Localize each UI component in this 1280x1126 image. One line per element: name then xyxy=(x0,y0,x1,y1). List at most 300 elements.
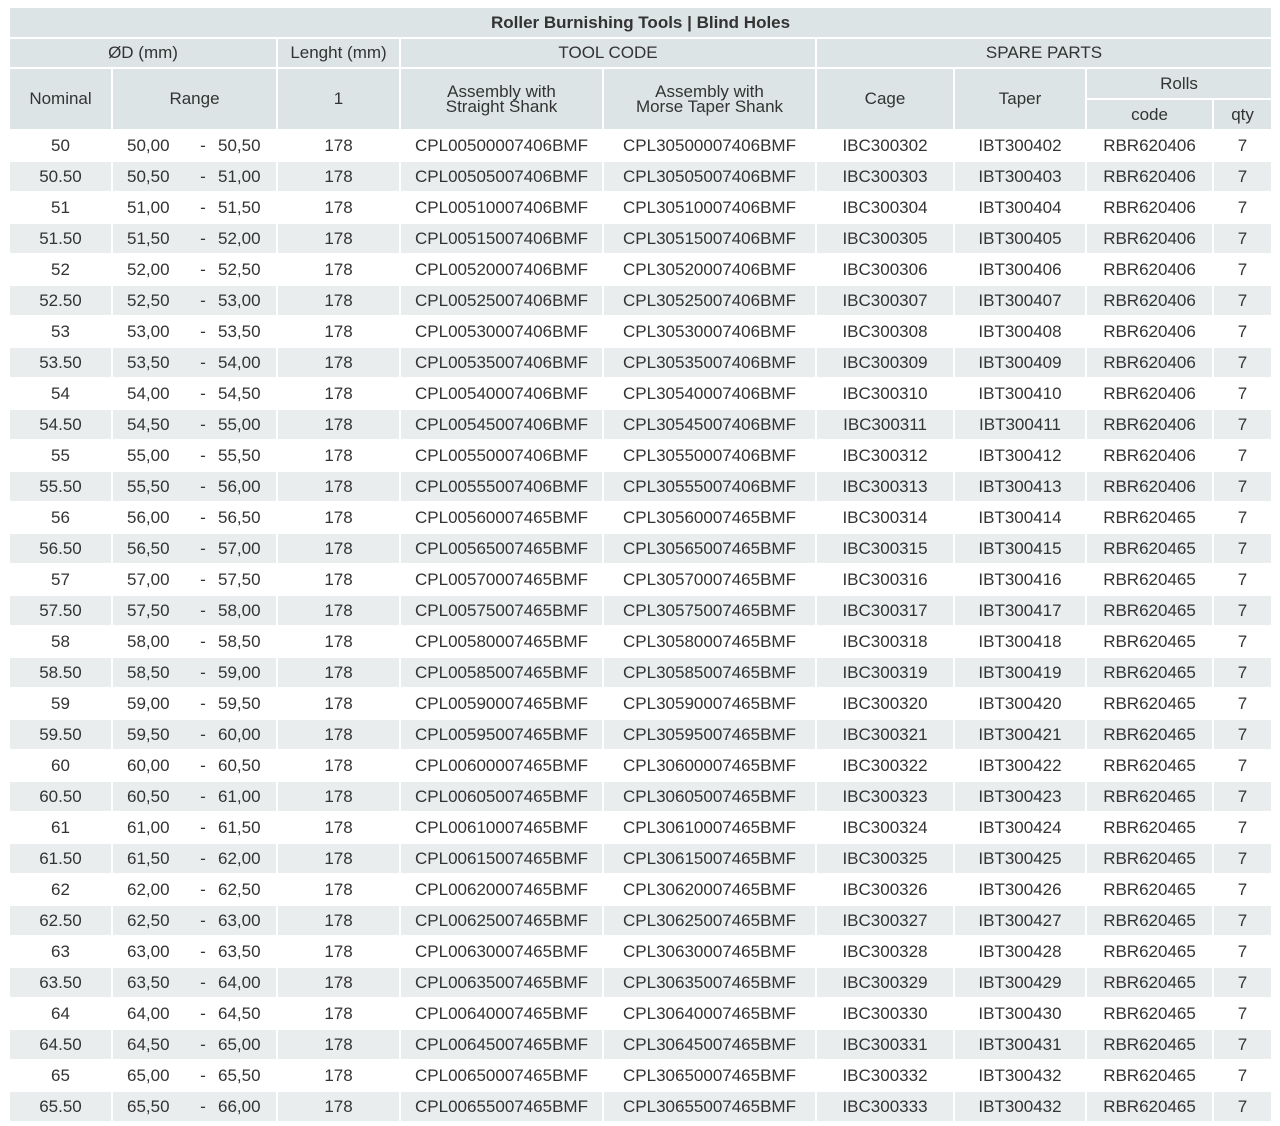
cell-range-from: 61,50 xyxy=(112,843,194,874)
cell-rolls-qty: 7 xyxy=(1213,192,1271,223)
cell-taper: IBT300413 xyxy=(954,471,1086,502)
cell-straight-shank-code: CPL00530007406BMF xyxy=(400,316,603,347)
cell-range-from: 65,00 xyxy=(112,1060,194,1091)
cell-rolls-code: RBR620406 xyxy=(1086,285,1213,316)
table-row xyxy=(10,409,1271,440)
cell-rolls-qty: 7 xyxy=(1213,347,1271,378)
cell-straight-shank-code: CPL00560007465BMF xyxy=(400,502,603,533)
cell-range-separator: - xyxy=(194,688,212,719)
cell-taper: IBT300411 xyxy=(954,409,1086,440)
cell-taper: IBT300418 xyxy=(954,626,1086,657)
cell-range-to: 54,00 xyxy=(212,347,277,378)
cell-morse-taper-shank-code: CPL30520007406BMF xyxy=(603,254,816,285)
cell-rolls-qty: 7 xyxy=(1213,998,1271,1029)
cell-range-from: 53,50 xyxy=(112,347,194,378)
cell-taper: IBT300416 xyxy=(954,564,1086,595)
table-row xyxy=(10,564,1271,595)
cell-rolls-qty: 7 xyxy=(1213,1060,1271,1091)
cell-range-to: 63,50 xyxy=(212,936,277,967)
cell-length: 178 xyxy=(277,533,400,564)
cell-morse-taper-shank-code: CPL30555007406BMF xyxy=(603,471,816,502)
cell-length: 178 xyxy=(277,564,400,595)
cell-range-separator: - xyxy=(194,657,212,688)
cell-straight-shank-code: CPL00645007465BMF xyxy=(400,1029,603,1060)
cell-morse-taper-shank-code: CPL30640007465BMF xyxy=(603,998,816,1029)
cell-length: 178 xyxy=(277,1029,400,1060)
cell-range-separator: - xyxy=(194,316,212,347)
cell-cage: IBC300304 xyxy=(816,192,954,223)
cell-rolls-code: RBR620465 xyxy=(1086,1091,1213,1122)
cell-range-separator: - xyxy=(194,719,212,750)
cell-range-from: 52,00 xyxy=(112,254,194,285)
cell-range-from: 64,50 xyxy=(112,1029,194,1060)
cell-rolls-code: RBR620465 xyxy=(1086,843,1213,874)
cell-straight-shank-code: CPL00575007465BMF xyxy=(400,595,603,626)
cell-range-from: 53,00 xyxy=(112,316,194,347)
cell-range-to: 51,50 xyxy=(212,192,277,223)
table-row xyxy=(10,378,1271,409)
cell-rolls-qty: 7 xyxy=(1213,626,1271,657)
cell-nominal: 58.50 xyxy=(10,657,112,688)
cell-length: 178 xyxy=(277,161,400,192)
cell-rolls-qty: 7 xyxy=(1213,161,1271,192)
cell-straight-shank-code: CPL00630007465BMF xyxy=(400,936,603,967)
header-rolls: Rolls xyxy=(1086,68,1271,99)
cell-nominal: 63 xyxy=(10,936,112,967)
cell-range-from: 50,00 xyxy=(112,130,194,161)
cell-length: 178 xyxy=(277,223,400,254)
table-row xyxy=(10,874,1271,905)
header-straight-shank-line1: Assembly with xyxy=(447,82,556,101)
cell-rolls-code: RBR620465 xyxy=(1086,564,1213,595)
table-row xyxy=(10,192,1271,223)
cell-range-to: 58,50 xyxy=(212,626,277,657)
cell-length: 178 xyxy=(277,347,400,378)
cell-length: 178 xyxy=(277,254,400,285)
cell-rolls-qty: 7 xyxy=(1213,440,1271,471)
cell-range-from: 63,00 xyxy=(112,936,194,967)
cell-range-from: 54,00 xyxy=(112,378,194,409)
cell-straight-shank-code: CPL00590007465BMF xyxy=(400,688,603,719)
cell-length: 178 xyxy=(277,874,400,905)
cell-morse-taper-shank-code: CPL30570007465BMF xyxy=(603,564,816,595)
cell-nominal: 57.50 xyxy=(10,595,112,626)
cell-straight-shank-code: CPL00580007465BMF xyxy=(400,626,603,657)
header-morse-taper-shank-line1: Assembly with xyxy=(655,82,764,101)
cell-range-separator: - xyxy=(194,936,212,967)
table-row xyxy=(10,812,1271,843)
cell-cage: IBC300328 xyxy=(816,936,954,967)
table-row xyxy=(10,316,1271,347)
cell-nominal: 55.50 xyxy=(10,471,112,502)
cell-taper: IBT300432 xyxy=(954,1060,1086,1091)
cell-morse-taper-shank-code: CPL30635007465BMF xyxy=(603,967,816,998)
cell-straight-shank-code: CPL00605007465BMF xyxy=(400,781,603,812)
table-row xyxy=(10,781,1271,812)
cell-morse-taper-shank-code: CPL30560007465BMF xyxy=(603,502,816,533)
cell-taper: IBT300408 xyxy=(954,316,1086,347)
cell-rolls-code: RBR620406 xyxy=(1086,440,1213,471)
cell-range-from: 56,50 xyxy=(112,533,194,564)
cell-rolls-qty: 7 xyxy=(1213,409,1271,440)
cell-rolls-code: RBR620406 xyxy=(1086,316,1213,347)
cell-range-separator: - xyxy=(194,1029,212,1060)
cell-rolls-code: RBR620465 xyxy=(1086,595,1213,626)
cell-nominal: 51.50 xyxy=(10,223,112,254)
header-straight-shank-line2: Straight Shank xyxy=(445,97,558,116)
table-body xyxy=(10,130,1271,1122)
cell-length: 178 xyxy=(277,1091,400,1122)
cell-rolls-qty: 7 xyxy=(1213,688,1271,719)
table-row xyxy=(10,1029,1271,1060)
cell-range-to: 57,50 xyxy=(212,564,277,595)
cell-taper: IBT300417 xyxy=(954,595,1086,626)
cell-cage: IBC300331 xyxy=(816,1029,954,1060)
cell-range-to: 60,00 xyxy=(212,719,277,750)
table-row xyxy=(10,254,1271,285)
cell-range-from: 51,50 xyxy=(112,223,194,254)
table-row xyxy=(10,905,1271,936)
cell-rolls-qty: 7 xyxy=(1213,967,1271,998)
cell-nominal: 56.50 xyxy=(10,533,112,564)
cell-range-to: 64,50 xyxy=(212,998,277,1029)
cell-range-to: 64,00 xyxy=(212,967,277,998)
cell-range-to: 55,00 xyxy=(212,409,277,440)
cell-length: 178 xyxy=(277,998,400,1029)
cell-rolls-code: RBR620465 xyxy=(1086,688,1213,719)
cell-straight-shank-code: CPL00565007465BMF xyxy=(400,533,603,564)
cell-range-from: 65,50 xyxy=(112,1091,194,1122)
table-row xyxy=(10,533,1271,564)
table-row xyxy=(10,688,1271,719)
cell-rolls-code: RBR620465 xyxy=(1086,1060,1213,1091)
cell-cage: IBC300314 xyxy=(816,502,954,533)
cell-range-to: 63,00 xyxy=(212,905,277,936)
cell-length: 178 xyxy=(277,781,400,812)
cell-morse-taper-shank-code: CPL30545007406BMF xyxy=(603,409,816,440)
cell-rolls-qty: 7 xyxy=(1213,564,1271,595)
cell-range-from: 52,50 xyxy=(112,285,194,316)
cell-nominal: 59 xyxy=(10,688,112,719)
cell-range-separator: - xyxy=(194,812,212,843)
cell-rolls-code: RBR620406 xyxy=(1086,471,1213,502)
cell-range-separator: - xyxy=(194,409,212,440)
cell-taper: IBT300420 xyxy=(954,688,1086,719)
cell-taper: IBT300432 xyxy=(954,1091,1086,1122)
cell-range-from: 57,00 xyxy=(112,564,194,595)
cell-range-to: 66,00 xyxy=(212,1091,277,1122)
header-cage: Cage xyxy=(816,68,954,130)
cell-range-to: 52,00 xyxy=(212,223,277,254)
cell-nominal: 53.50 xyxy=(10,347,112,378)
cell-morse-taper-shank-code: CPL30510007406BMF xyxy=(603,192,816,223)
cell-range-separator: - xyxy=(194,750,212,781)
cell-rolls-code: RBR620406 xyxy=(1086,130,1213,161)
cell-rolls-qty: 7 xyxy=(1213,1029,1271,1060)
cell-range-from: 63,50 xyxy=(112,967,194,998)
cell-taper: IBT300403 xyxy=(954,161,1086,192)
cell-taper: IBT300428 xyxy=(954,936,1086,967)
cell-morse-taper-shank-code: CPL30625007465BMF xyxy=(603,905,816,936)
cell-rolls-qty: 7 xyxy=(1213,905,1271,936)
cell-straight-shank-code: CPL00510007406BMF xyxy=(400,192,603,223)
cell-range-from: 56,00 xyxy=(112,502,194,533)
cell-range-from: 62,50 xyxy=(112,905,194,936)
header-rolls-qty: qty xyxy=(1213,99,1271,130)
header-spare-parts: SPARE PARTS xyxy=(816,38,1271,68)
cell-straight-shank-code: CPL00610007465BMF xyxy=(400,812,603,843)
cell-length: 178 xyxy=(277,750,400,781)
cell-nominal: 50 xyxy=(10,130,112,161)
cell-cage: IBC300305 xyxy=(816,223,954,254)
cell-straight-shank-code: CPL00505007406BMF xyxy=(400,161,603,192)
cell-range-separator: - xyxy=(194,595,212,626)
cell-length: 178 xyxy=(277,967,400,998)
cell-range-separator: - xyxy=(194,781,212,812)
cell-length: 178 xyxy=(277,192,400,223)
cell-range-separator: - xyxy=(194,254,212,285)
cell-nominal: 56 xyxy=(10,502,112,533)
cell-morse-taper-shank-code: CPL30645007465BMF xyxy=(603,1029,816,1060)
cell-nominal: 62 xyxy=(10,874,112,905)
cell-length: 178 xyxy=(277,843,400,874)
cell-morse-taper-shank-code: CPL30620007465BMF xyxy=(603,874,816,905)
cell-length: 178 xyxy=(277,316,400,347)
cell-straight-shank-code: CPL00585007465BMF xyxy=(400,657,603,688)
cell-cage: IBC300313 xyxy=(816,471,954,502)
cell-straight-shank-code: CPL00520007406BMF xyxy=(400,254,603,285)
cell-range-to: 54,50 xyxy=(212,378,277,409)
cell-straight-shank-code: CPL00515007406BMF xyxy=(400,223,603,254)
table-row xyxy=(10,1091,1271,1122)
cell-rolls-qty: 7 xyxy=(1213,812,1271,843)
cell-range-from: 60,00 xyxy=(112,750,194,781)
cell-range-to: 61,00 xyxy=(212,781,277,812)
cell-range-separator: - xyxy=(194,874,212,905)
cell-range-from: 60,50 xyxy=(112,781,194,812)
cell-cage: IBC300302 xyxy=(816,130,954,161)
cell-range-to: 55,50 xyxy=(212,440,277,471)
cell-cage: IBC300325 xyxy=(816,843,954,874)
header-morse-taper-shank xyxy=(603,68,816,130)
cell-rolls-code: RBR620465 xyxy=(1086,626,1213,657)
cell-straight-shank-code: CPL00550007406BMF xyxy=(400,440,603,471)
cell-morse-taper-shank-code: CPL30575007465BMF xyxy=(603,595,816,626)
table-row xyxy=(10,502,1271,533)
cell-straight-shank-code: CPL00640007465BMF xyxy=(400,998,603,1029)
cell-rolls-code: RBR620406 xyxy=(1086,254,1213,285)
cell-cage: IBC300326 xyxy=(816,874,954,905)
table-row xyxy=(10,1060,1271,1091)
cell-nominal: 51 xyxy=(10,192,112,223)
cell-cage: IBC300329 xyxy=(816,967,954,998)
cell-length: 178 xyxy=(277,130,400,161)
cell-nominal: 52.50 xyxy=(10,285,112,316)
cell-cage: IBC300310 xyxy=(816,378,954,409)
table-row xyxy=(10,626,1271,657)
table-row xyxy=(10,750,1271,781)
cell-range-from: 51,00 xyxy=(112,192,194,223)
cell-taper: IBT300426 xyxy=(954,874,1086,905)
cell-rolls-code: RBR620406 xyxy=(1086,409,1213,440)
cell-rolls-code: RBR620465 xyxy=(1086,905,1213,936)
cell-morse-taper-shank-code: CPL30615007465BMF xyxy=(603,843,816,874)
cell-taper: IBT300419 xyxy=(954,657,1086,688)
cell-taper: IBT300425 xyxy=(954,843,1086,874)
cell-range-to: 57,00 xyxy=(212,533,277,564)
cell-range-to: 59,50 xyxy=(212,688,277,719)
cell-cage: IBC300312 xyxy=(816,440,954,471)
cell-straight-shank-code: CPL00595007465BMF xyxy=(400,719,603,750)
cell-taper: IBT300424 xyxy=(954,812,1086,843)
cell-nominal: 64 xyxy=(10,998,112,1029)
cell-taper: IBT300422 xyxy=(954,750,1086,781)
cell-nominal: 62.50 xyxy=(10,905,112,936)
table-row xyxy=(10,440,1271,471)
cell-cage: IBC300303 xyxy=(816,161,954,192)
cell-range-to: 65,50 xyxy=(212,1060,277,1091)
header-nominal: Nominal xyxy=(10,68,112,130)
cell-range-to: 65,00 xyxy=(212,1029,277,1060)
cell-range-separator: - xyxy=(194,564,212,595)
cell-length: 178 xyxy=(277,502,400,533)
cell-rolls-qty: 7 xyxy=(1213,874,1271,905)
table-row xyxy=(10,719,1271,750)
cell-nominal: 60.50 xyxy=(10,781,112,812)
cell-rolls-code: RBR620406 xyxy=(1086,161,1213,192)
cell-rolls-qty: 7 xyxy=(1213,223,1271,254)
cell-rolls-qty: 7 xyxy=(1213,130,1271,161)
cell-morse-taper-shank-code: CPL30580007465BMF xyxy=(603,626,816,657)
cell-taper: IBT300412 xyxy=(954,440,1086,471)
table-row xyxy=(10,967,1271,998)
cell-range-separator: - xyxy=(194,223,212,254)
cell-rolls-qty: 7 xyxy=(1213,378,1271,409)
table-row xyxy=(10,130,1271,161)
cell-taper: IBT300421 xyxy=(954,719,1086,750)
cell-range-to: 62,00 xyxy=(212,843,277,874)
table-row xyxy=(10,595,1271,626)
cell-length: 178 xyxy=(277,657,400,688)
cell-range-from: 64,00 xyxy=(112,998,194,1029)
cell-rolls-code: RBR620465 xyxy=(1086,657,1213,688)
cell-nominal: 50.50 xyxy=(10,161,112,192)
cell-range-to: 52,50 xyxy=(212,254,277,285)
cell-straight-shank-code: CPL00625007465BMF xyxy=(400,905,603,936)
cell-range-from: 57,50 xyxy=(112,595,194,626)
header-morse-taper-shank-line2: Morse Taper Shank xyxy=(635,97,784,116)
cell-taper: IBT300430 xyxy=(954,998,1086,1029)
cell-rolls-code: RBR620465 xyxy=(1086,998,1213,1029)
cell-range-separator: - xyxy=(194,1091,212,1122)
cell-taper: IBT300414 xyxy=(954,502,1086,533)
cell-nominal: 61.50 xyxy=(10,843,112,874)
cell-length: 178 xyxy=(277,1060,400,1091)
cell-rolls-code: RBR620406 xyxy=(1086,347,1213,378)
cell-cage: IBC300315 xyxy=(816,533,954,564)
cell-range-to: 53,50 xyxy=(212,316,277,347)
cell-range-separator: - xyxy=(194,192,212,223)
cell-length: 178 xyxy=(277,409,400,440)
cell-nominal: 52 xyxy=(10,254,112,285)
cell-rolls-qty: 7 xyxy=(1213,316,1271,347)
cell-nominal: 54 xyxy=(10,378,112,409)
cell-length: 178 xyxy=(277,595,400,626)
cell-rolls-qty: 7 xyxy=(1213,285,1271,316)
cell-nominal: 63.50 xyxy=(10,967,112,998)
cell-range-from: 55,00 xyxy=(112,440,194,471)
cell-rolls-code: RBR620465 xyxy=(1086,874,1213,905)
header-range: Range xyxy=(112,68,277,130)
cell-cage: IBC300317 xyxy=(816,595,954,626)
cell-length: 178 xyxy=(277,471,400,502)
cell-range-separator: - xyxy=(194,626,212,657)
cell-rolls-qty: 7 xyxy=(1213,471,1271,502)
header-taper: Taper xyxy=(954,68,1086,130)
cell-nominal: 55 xyxy=(10,440,112,471)
cell-rolls-code: RBR620465 xyxy=(1086,936,1213,967)
table-row xyxy=(10,161,1271,192)
cell-range-to: 58,00 xyxy=(212,595,277,626)
cell-range-separator: - xyxy=(194,905,212,936)
cell-taper: IBT300410 xyxy=(954,378,1086,409)
cell-rolls-code: RBR620465 xyxy=(1086,719,1213,750)
cell-rolls-code: RBR620465 xyxy=(1086,750,1213,781)
table-title: Roller Burnishing Tools | Blind Holes xyxy=(10,8,1271,38)
cell-range-to: 59,00 xyxy=(212,657,277,688)
cell-taper: IBT300431 xyxy=(954,1029,1086,1060)
cell-nominal: 65 xyxy=(10,1060,112,1091)
cell-length: 178 xyxy=(277,626,400,657)
cell-nominal: 57 xyxy=(10,564,112,595)
cell-straight-shank-code: CPL00555007406BMF xyxy=(400,471,603,502)
cell-length: 178 xyxy=(277,812,400,843)
cell-rolls-qty: 7 xyxy=(1213,1091,1271,1122)
cell-length: 178 xyxy=(277,378,400,409)
cell-cage: IBC300306 xyxy=(816,254,954,285)
cell-range-to: 50,50 xyxy=(212,130,277,161)
cell-range-separator: - xyxy=(194,471,212,502)
cell-nominal: 54.50 xyxy=(10,409,112,440)
cell-morse-taper-shank-code: CPL30550007406BMF xyxy=(603,440,816,471)
cell-length: 178 xyxy=(277,285,400,316)
table-row xyxy=(10,471,1271,502)
cell-morse-taper-shank-code: CPL30590007465BMF xyxy=(603,688,816,719)
cell-cage: IBC300319 xyxy=(816,657,954,688)
cell-range-separator: - xyxy=(194,285,212,316)
table-row xyxy=(10,347,1271,378)
cell-range-from: 58,50 xyxy=(112,657,194,688)
cell-cage: IBC300323 xyxy=(816,781,954,812)
cell-rolls-qty: 7 xyxy=(1213,843,1271,874)
cell-cage: IBC300324 xyxy=(816,812,954,843)
cell-length: 178 xyxy=(277,905,400,936)
cell-range-separator: - xyxy=(194,347,212,378)
table-row xyxy=(10,285,1271,316)
cell-range-to: 56,00 xyxy=(212,471,277,502)
cell-range-separator: - xyxy=(194,967,212,998)
cell-morse-taper-shank-code: CPL30515007406BMF xyxy=(603,223,816,254)
cell-length: 178 xyxy=(277,688,400,719)
table-header xyxy=(10,8,1271,130)
cell-straight-shank-code: CPL00655007465BMF xyxy=(400,1091,603,1122)
cell-rolls-code: RBR620465 xyxy=(1086,533,1213,564)
cell-rolls-code: RBR620465 xyxy=(1086,502,1213,533)
cell-rolls-qty: 7 xyxy=(1213,719,1271,750)
cell-rolls-qty: 7 xyxy=(1213,533,1271,564)
cell-morse-taper-shank-code: CPL30610007465BMF xyxy=(603,812,816,843)
cell-morse-taper-shank-code: CPL30565007465BMF xyxy=(603,533,816,564)
